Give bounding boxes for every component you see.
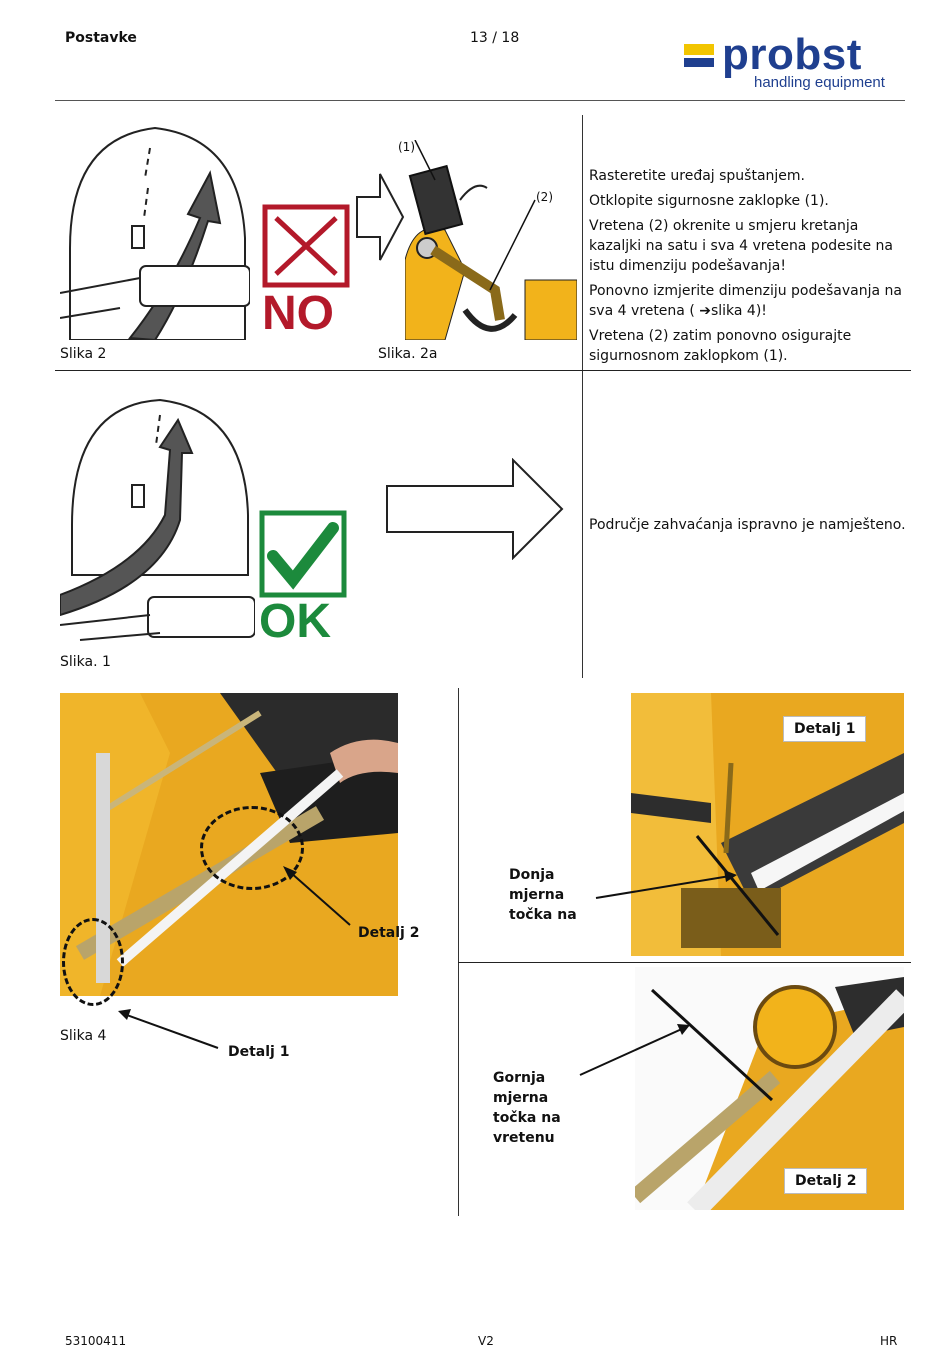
detail-2-photo-label: Detalj 2 [784,1168,867,1194]
detail-2-callout: Detalj 2 [358,925,420,941]
ok-label: OK [259,595,331,648]
instruction-5: Vretena (2) zatim ponovno osigurajte sigurnosnom zaklopkom (1). [589,328,852,364]
instruction-3: Vretena (2) okrenite u smjeru kretanja kazaljki na satu i sva 4 vretena podesite na istu dimenziju podešavanja! [589,218,893,274]
callout-2: (2) [536,190,553,204]
page-number: 13 / 18 [470,30,520,46]
instruction-1: Rasteretite uređaj spuštanjem. [589,168,806,184]
lower-measure-point-label: Donja mjerna točka na [509,867,577,923]
caption-slika-1: Slika. 1 [60,654,111,670]
logo-word: probst [722,30,862,79]
caption-slika-4: Slika 4 [60,1028,107,1044]
instruction-4: Ponovno izmjerite dimenziju podešavanja na sva 4 vretena ( ➔slika 4)! [589,283,902,319]
upper-measure-point-label: Gornja mjerna točka na vretenu [493,1070,561,1146]
logo-subtitle: handling equipment [754,74,885,91]
callout-1: (1) [398,140,415,154]
document-language: HR [880,1334,898,1348]
detail-1-photo-label: Detalj 1 [783,716,866,742]
instruction-2: Otklopite sigurnosne zaklopke (1). [589,193,829,209]
result-text: Područje zahvaćanja ispravno je namješteno. [589,517,906,533]
no-label: NO [262,287,334,340]
caption-slika-2: Slika 2 [60,346,107,362]
document-version: V2 [478,1334,494,1348]
section-title: Postavke [65,30,137,46]
detail-1-callout: Detalj 1 [228,1044,290,1060]
document-number: 53100411 [65,1334,127,1348]
caption-slika-2a: Slika. 2a [378,346,438,362]
